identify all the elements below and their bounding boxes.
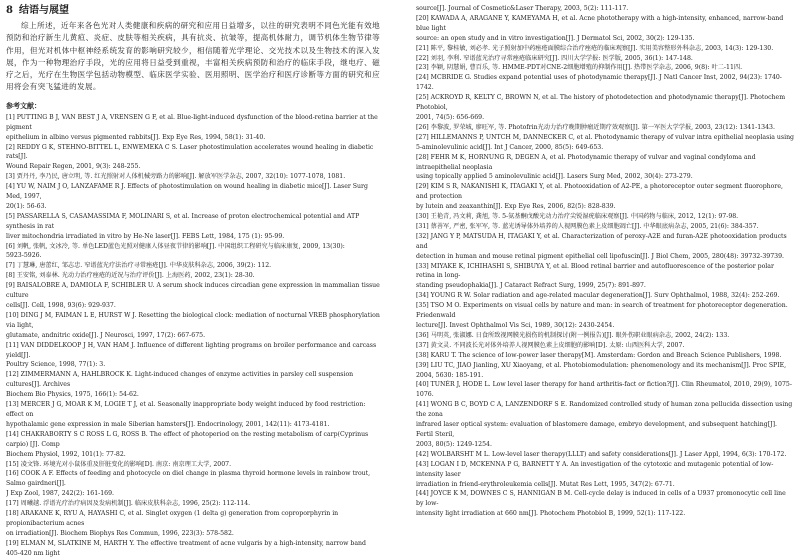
reference-line: [27] HILLEMANNS P, UNTCH M, DANNECKER C, et al. Photodynamic therapy of vulvar intra epithelial neoplasia using: [416, 133, 794, 141]
reference-line: 20(1): 56-63.: [6, 202, 47, 210]
left-column: [6, 4, 380, 559]
reference-line: [22] 刘羽, 李利. 窄谱蓝光治疗寻常痤疮临床研究[J]. 四川大学学报: 医学版, 2005, 36(1): 147-148.: [416, 54, 693, 62]
reference-line: [14] CHAKRABORTY S C ROSS L G, ROSS B. The effect of photoperiod on the resting metabolism of carp(Cyprinus carpio) [J]. Comp: [6, 430, 369, 448]
right-column: [416, 4, 794, 519]
reference-line: J Exp Zool, 1987, 242(2): 161-169.: [6, 490, 115, 498]
reference-line: [28] FEHR M K, HORNUNG R, DEGEN A, et al. Photodynamic therapy of vulvar and vaginal condyloma and intraepithelial neoplasia: [416, 153, 756, 171]
reference-line: Biochem Physiol, 1992, 101(1): 77-82.: [6, 450, 126, 458]
reference-line: [9] BAISALOBRE A, DAMIOLA F, SCHIBLER U. A serum shock induces circadian gene expression in mammalian tissue culture: [6, 282, 380, 300]
reference-line: [25] ACKROYD R, KELTY C, BROWN N, et al. The history of photodetection and photodynamic therapy[J]. Photochem Photobiol,: [416, 94, 786, 112]
reference-line: [4] YU W, NAIM J O, LANZAFAME R J. Effects of photostimulation on wound healing in diabetic mice[J]. Laser Surg Med, 1997,: [6, 183, 368, 201]
reference-line: [12] ZIMMERMANN A, HAHLBROCK K. Light-induced changes of enzyme activities in parsley cell suspension cultures[J]. Archives: [6, 371, 354, 389]
reference-line: Wound Repair Regen, 2001, 9(3): 248-255.: [6, 163, 141, 171]
reference-line: cells[J]. Cell, 1998, 93(6): 929-937.: [6, 302, 116, 309]
reference-line: [24] MCBRIDE G. Studies expand potential uses of photodynamic therapy[J]. J Natl Cancer Inst, 2002, 94(23): 1740-1742.: [416, 74, 782, 92]
reference-line: lecture[J]. Invest Ophthalmol Vis Sci, 1989, 30(12): 2430-2454.: [416, 322, 615, 329]
reference-line: [1] PUTTING B J, VAN BEST J A, VRENSEN G F, et al. Blue-light-induced dysfunction of the blood-retina barrier at the pigment: [6, 113, 378, 131]
reference-line: [16] COOK A F. Effects of feeding and photocycle on diel change in plasma thyroid hormone levels in rainbow trout, Salmo gairdneri[J].: [6, 470, 371, 488]
reference-line: source[J]. Journal of Cosmetic&Laser Therapy, 2003, 5(2): 111-117.: [416, 5, 629, 12]
reference-line: [13] MERCER J G, MOAR K M, LOGIE T J, et al. Seasonally inappropriate body weight induced by food restriction: effect on: [6, 401, 366, 418]
left-reference-list: [6, 113, 380, 559]
reference-line: [5] PASSARELLA S, CASAMASSIMA F, MOLINARI S, et al. Increase of proton electrochemical potential and ATP synthesis in rat: [6, 212, 360, 230]
reference-line: irradiation in friend-erythroleukemia cells[J]. Mutat Res Lett, 1995, 347(2): 67-71.: [416, 480, 675, 488]
reference-line: Poultry Science, 1998, 77(1): 3.: [6, 361, 106, 369]
reference-line: [2] REDDY G K, STEHNO-BITTEL L, ENWEMEKA C S. Laser photostimulation accelerates wound healing in diabetic rats[J].: [6, 143, 374, 161]
references-heading: 参考文献：: [6, 100, 41, 110]
reference-line: [15] 凌文锋. 环境光对小鼠体重及肝脏变化的影响[D]. 南京: 南京理工大学, 2007.: [6, 460, 232, 468]
reference-line: [43] LOGAN I D, MCKENNA P G, BARNETT Y A. An investigation of the cytotoxic and mutagenic potential of low-intensity laser: [416, 460, 774, 478]
reference-line: [23] 李颖, 阴慧娟, 曹百乐, 等. HMME-PDT对CNE-2细胞增殖的抑制作用[J]. 热带医学杂志, 2006, 9(8): 叶二-11四.: [416, 64, 743, 72]
reference-line: [21] 陈平, 黎桂敏, 刘必孝. 光子照射加中药痤疮面膜综合治疗痤疮的临床观察[J]. 实用美容整形外科杂志, 2003, 14(3): 129-130.: [416, 44, 774, 52]
reference-line: [18] ARAKANE K, RYU A, HAYASHI C, et al. Singlet oxygen (1 delta g) generation from coproporphyrin in propionibacterium acnes: [6, 510, 339, 527]
reference-line: 5-aminolevulinic acid[J]. Int J Cancer, 2000, 85(5): 649-653.: [416, 143, 604, 151]
reference-line: liver mitochondria irradiated in vitro by He-Ne laser[J]. FEBS Lett, 1984, 175 (1): 95-99.: [6, 232, 285, 240]
section-number: 8: [6, 5, 13, 16]
reference-line: [39] LIU TC, JIAO Jianling, XU Xiaoyang, et al. Photobiomodulation: phenomenology and its mechanism[J]. Proc SPIE, 2004, 5630: 185-191.: [416, 361, 787, 379]
section-title: 结语与展望: [18, 5, 69, 16]
reference-line: 2003, 80(5): 1249-1254.: [416, 440, 492, 448]
reference-line: [20] KAWADA A, ARAGANE Y, KAMEYAMA H, et al. Acne phototherapy with a high-intensity, enhanced, narrow-band blue light: [416, 14, 784, 32]
reference-line: infrared laser optical system: evaluation of blastomere damage, embryo development, and subsequent hatching[J]. Fertil Steril,: [416, 421, 777, 438]
reference-line: [3] 贾丹丹, 李乃民, 唐立明, 等. 红光照射对人体机械旁路力的影响[J]. 解放军医学杂志, 2007, 32(10): 1077-1078, 1081.: [6, 173, 346, 181]
reference-line: using topically applied 5 aminolevulinic acid[J]. Lasers Surg Med, 2002, 30(4): 273-279.: [416, 173, 693, 181]
reference-line: [35] TSO M O. Experiments on visual cells by nature and man: in search of treatment for photoreceptor degeneration. Friedenwald: [416, 302, 788, 320]
reference-line: [44] JOYCE K M, DOWNES C S, HANNIGAN B M. Cell-cycle delay is induced in cells of a U937 promonocytic cell line by low-: [416, 490, 786, 508]
reference-line: [29] KIM S R, NAKANISHI K, ITAGAKI Y, et al. Photooxidation of A2-PE, a photoreceptor outer segment fluorophore, and protection: [416, 183, 783, 201]
reference-line: standing pseudophakia[J]. J Cataract Refract Surg, 1999, 25(7): 891-897.: [416, 282, 646, 290]
reference-line: 2001, 74(5): 656-669.: [416, 113, 485, 121]
reference-line: intensity light irradiation at 660 nm[J]. Photochem Photobiol B, 1999, 52(1): 117-122.: [416, 510, 686, 518]
section-heading: [6, 4, 380, 17]
reference-line: on irradiation[J]. Biochem Biophys Res Commun, 1996, 223(3): 578-582.: [6, 529, 234, 537]
reference-line: source: an open study and in vitro investigation[J]. J Dermatol Sci, 2002, 30(2): 129-135.: [416, 34, 695, 42]
reference-line: [6] 刘帆, 张帆, 文冰冷, 等. 单色LED蓝色光照对健康人体昼夜节律的影响[J]. 中国组织工程研究与临床康复, 2009, 13(30):: [6, 242, 345, 250]
reference-line: [8] 王安铭, 刘泰林. 光动力治疗痤疮的近况与治疗评价[J]. 上海医药, 2002, 23(1): 28-30.: [6, 272, 255, 280]
reference-line: glutamate, andnitric oxide[J]. J Neurosci, 1997, 17(2): 667-675.: [6, 331, 206, 339]
reference-line: [10] DING J M, FAIMAN L E, HURST W J. Resetting the biological clock: mediation of nocturnal VREB phosphorylation via light,: [6, 311, 380, 329]
reference-line: [17] 周曦越. 浮谱光疗治疗病因及发病机制[J]. 临床皮肤科杂志, 1996, 25(2): 112-114.: [6, 500, 251, 508]
reference-line: [7] 丁慧琳, 唐蕾红, 邹志忠. 窄谱蓝光疗法治疗寻常痤疮[J]. 中华皮肤科杂志, 2006, 39(2): 112.: [6, 262, 272, 270]
reference-line: [30] 王艳青, 冯文莉, 龚旭, 等. 5-氨基酮戊酸光动力治疗尖锐湿疣临床观察[J]. 中国药物与临床, 2012, 12(1): 97-98.: [416, 213, 739, 221]
conclusion-paragraph: 综上所述，近年来各色光对人类健康和疾病的研究和应用日益增多，以往的研究表明不同色光能有效地预防和治疗新生儿黄疸、炎症、皮肤等相关疾病，具有抗炎、抗皱等，提高机体耐力，调节机体生物节律等作用，但光对机体中枢神经系统发育的影响研究较少，相信随着光学理论、交光技术以及生物技术的深入发展，作为一种物理治疗手段，光的应用将日益受到重视，丰富相关疾病预防和治疗的临床手段，继电疗、磁疗之后，光疗在生物医学包括动物模型、临床医学实验、医用照明、医学治疗和医疗诊断等方面的研究和应用将会有突飞猛进的发展。: [6, 21, 380, 92]
reference-line: Biochem Bio Physics, 1975, 166(1): 54-62.: [6, 391, 139, 399]
reference-line: [41] WONG B C, BOYD C A, LANZENDORF S E. Randomized controlled study of human zona pellucida dissection using the zona: [416, 401, 793, 419]
right-reference-list: [416, 4, 794, 519]
reference-line: [34] YOUNG R W. Solar radiation and age-related macular degeneration[J]. Surv Ophthalmol, 1988, 32(4): 252-269.: [416, 292, 780, 300]
reference-line: 5923-5926.: [6, 252, 42, 260]
reference-line: [33] MIYAKE K, ICHIHASHI S, SHIBUYA Y, et al. Blood retinal barrier and autofluorescence of the posterior polar retina in long-: [416, 262, 774, 280]
reference-line: [40] TUNÉR J, HODE L. Low level laser therapy for hand arthritis-fact or fiction?[J]. Clin Rheumatol, 2010, 29(9), 1075-1076.: [416, 381, 792, 399]
reference-line: [36] 马明英, 张淑娜. 日食所致视网膜光损伤的机制探讨(附一例报告)[J]. 眼外伤职业眼病杂志, 2002, 24(2): 133.: [416, 331, 730, 339]
reference-line: [42] WOLBARSHT M L. Low-level laser therapy(LLLT) and safety considerations[J]. J Laser Appl, 1994, 6(3): 170-172.: [416, 450, 787, 458]
reference-line: epithelium in albino versus pigmented rabbits[J]. Exp Eye Res, 1994, 58(1): 31-40.: [6, 133, 266, 141]
reference-line: hypothalamic gene expression in male Siberian hamsters[J]. Endocrinology, 2001, 142(11): 4173-4181.: [6, 420, 330, 428]
reference-line: by lutein and zeaxanthin[J]. Exp Eye Res, 2006, 82(5): 828-839.: [416, 203, 616, 211]
reference-line: [19] ELMAN M, SLATKINE M, HARTH Y. The effective treatment of acne vulgaris by a high-intensity, narrow band 405-420 nm light: [6, 539, 367, 557]
reference-line: [32] JANG Y P, MATSUDA H, ITAGAKI Y, et al. Characterization of peroxy-A2E and furan-A2E photooxidation products and: [416, 232, 787, 250]
reference-line: [31] 蔡善军, 严密, 张军军, 等. 蓝光诱导体外培养的人视网膜色素上皮细胞凋亡[J]. 中华眼底病杂志, 2005, 21(6): 384-357.: [416, 222, 759, 230]
reference-line: [26] 李黎波, 罗荣城, 廖旺军, 等. Photofrin光动力治疗晚期肿瘤近期疗效观察[J]. 第一军医大学学报, 2003, 23(12): 1341-1343.: [416, 123, 775, 131]
reference-line: [37] 黄文灵. 不同波长光对体外培养人视网膜色素上皮细胞的影响[D]. 太原: 山西医科大学, 2007.: [416, 341, 685, 349]
reference-line: detection in human and mouse retinal pigment epithelial cell lipofuscin[J]. J Biol Chem, 2005, 280(48): 39732-39739.: [416, 252, 784, 260]
reference-line: [38] KARU T. The science of low-power laser therapy[M]. Amsterdam: Gordon and Breach Science Publishers, 1998.: [416, 351, 782, 359]
reference-line: [11] VAN DIDDELKOOP J H, VAN HAM J. Influence of different lighting programs on broiler performance and carcass yield[J].: [6, 341, 377, 359]
